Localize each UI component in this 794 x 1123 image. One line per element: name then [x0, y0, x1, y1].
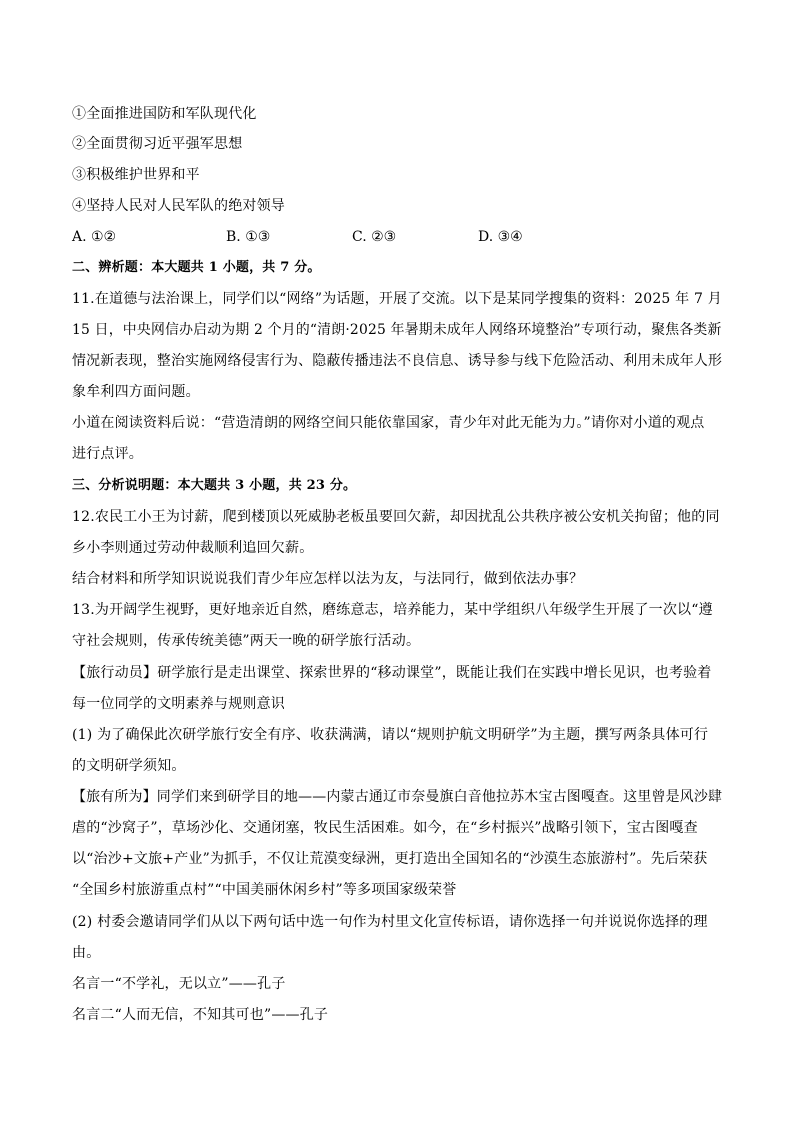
- q11-line-5: 小道在阅读资料后说：“营造清朗的网络空间只能依靠国家，青少年对此无能为力。”请你对小道的观点: [72, 415, 705, 431]
- q13-line-1: 13.为开阔学生视野，更好地亲近自然，磨练意志，培养能力，某中学组织八年级学生开展了一次以“遵: [72, 602, 713, 618]
- q13-quote-2: 名言二“人而无信，不知其可也”——孔子: [72, 1007, 329, 1023]
- q11-line-1: 11.在道德与法治课上，同学们以“网络”为话题，开展了交流。以下是某同学搜集的资料：2025 年 7 月: [72, 291, 722, 307]
- q13-line-5: (1) 为了确保此次研学旅行安全有序、收获满满，请以“规则护航文明研学”为主题，撰写两条具体可行: [72, 727, 709, 743]
- q13-line-9: 以“治沙+文旅+产业”为抓手，不仅让荒漠变绿洲，更打造出全国知名的“沙漠生态旅游村”。先后荣获: [72, 851, 708, 867]
- section-3-heading: 三、分析说明题：本大题共 3 小题，共 23 分。: [72, 478, 357, 493]
- q13-line-7: 【旅有所为】同学们来到研学目的地——内蒙古通辽市奈曼旗白音他拉苏木宝古图嘎查。这里曾是风沙肆: [72, 789, 723, 805]
- q10-item-1: ①全面推进国防和军队现代化: [72, 106, 257, 122]
- q13-line-8: 虐的“沙窝子”，草场沙化、交通闭塞，牧民生活困难。如今，在“乡村振兴”战略引领下，宝古图嘎查: [72, 820, 698, 836]
- q11-line-3: 情况新表现，整治实施网络侵害行为、隐蔽传播违法不良信息、诱导参与线下危险活动、利用未成年人形: [72, 353, 723, 369]
- q13-line-10: “全国乡村旅游重点村”“中国美丽休闲乡村”等多项国家级荣誉: [72, 882, 457, 898]
- q13-line-12: 由。: [72, 945, 101, 961]
- q13-line-4: 每一位同学的文明素养与规则意识: [72, 696, 285, 712]
- q12-line-2: 乡小李则通过劳动仲裁顺利追回欠薪。: [72, 540, 314, 556]
- q13-quote-1: 名言一“不学礼，无以立”——孔子: [72, 976, 286, 992]
- q10-option-b: B. ①③: [226, 229, 271, 245]
- q13-line-3: 【旅行动员】研学旅行是走出课堂、探索世界的“移动课堂”，既能让我们在实践中增长见识，也考验着: [72, 665, 712, 681]
- q10-option-c: C. ②③: [352, 229, 397, 245]
- q10-option-a: A. ①②: [72, 229, 117, 245]
- q10-item-3: ③积极维护世界和平: [72, 167, 200, 183]
- q12-line-3: 结合材料和所学知识说说我们青少年应怎样以法为友，与法同行，做到依法办事？: [72, 571, 584, 587]
- q13-line-6: 的文明研学须知。: [72, 758, 186, 774]
- q11-line-4: 象牟利四方面问题。: [72, 384, 200, 400]
- q10-option-d: D. ③④: [478, 229, 523, 245]
- q11-line-2: 15 日，中央网信办启动为期 2 个月的“清朗·2025 年暑期未成年人网络环境整治”专项行动，聚焦各类新: [72, 322, 722, 338]
- section-2-heading: 二、辨析题：本大题共 1 小题，共 7 分。: [72, 260, 321, 275]
- q13-line-11: (2) 村委会邀请同学们从以下两句话中选一句作为村里文化宣传标语，请你选择一句并说说你选择的理: [72, 914, 708, 930]
- q10-item-4: ④坚持人民对人民军队的绝对领导: [72, 198, 285, 214]
- q10-item-2: ②全面贯彻习近平强军思想: [72, 136, 243, 152]
- q11-line-6: 进行点评。: [72, 446, 143, 462]
- q12-line-1: 12.农民工小王为讨薪，爬到楼顶以死威胁老板虽要回欠薪，却因扰乱公共秩序被公安机关拘留；他的同: [72, 509, 720, 525]
- q13-line-2: 守社会规则，传承传统美德”两天一晚的研学旅行活动。: [72, 633, 421, 649]
